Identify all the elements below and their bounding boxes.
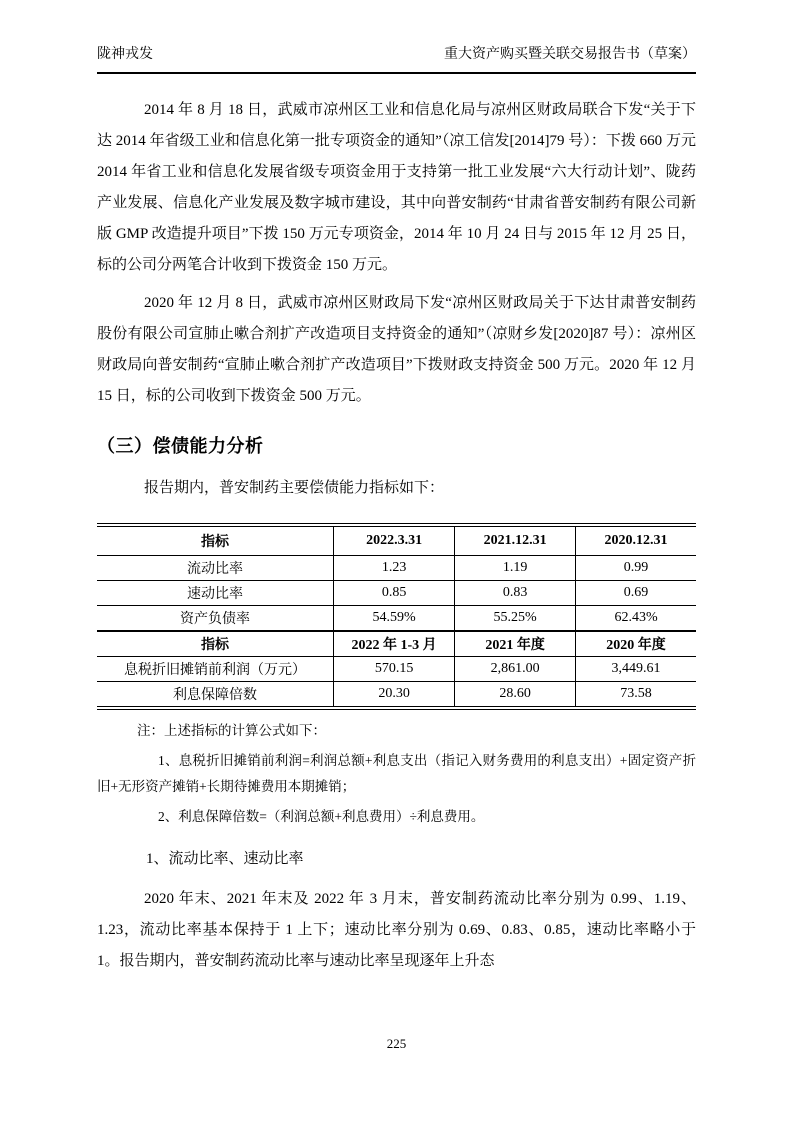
cell-value: 55.25%: [455, 606, 576, 632]
header-cell-indicator: 指标: [97, 525, 334, 556]
cell-metric-name: 资产负债率: [97, 606, 334, 632]
paragraph-ratio-analysis: 2020 年末、2021 年末及 2022 年 3 月末，普安制药流动比率分别为 0.99、1.19、1.23，流动比率基本保持于 1 上下；速动比率分别为 0.69、0.83、0.85，速动比率略小于 1。报告期内，普安制药流动比率与速动比率呈现逐年上升态: [97, 891, 696, 969]
paragraph-2014-subsidy: 2014 年 8 月 18 日，武威市凉州区工业和信息化局与凉州区财政局联合下发“关于下达 2014 年省级工业和信息化第一批专项资金的通知”（凉工信发[2014]79 号）：下拨 660 万元 2014 年省工业和信息化发展省级专项资金用于支持第一批工业发展“六大行动计划”、陇药产业发展、信息化产业发展及数字城市建设，其中向普安制药“甘肃省普安制药有限公司新版 GMP 改造提升项目”下拨 150 万元专项资金，2014 年 10 月 24 日与 2015 年 12 月 25 日，标的公司分两笔合计收到下拨资金 150 万元。: [97, 102, 696, 273]
cell-value: 62.43%: [576, 606, 696, 632]
table-row-interest-coverage: [97, 682, 696, 709]
header-cell-period-2021: 2021 年度: [455, 631, 576, 657]
cell-value: 0.99: [576, 556, 696, 581]
page-number: 225: [386, 1036, 407, 1051]
cell-metric-name: 流动比率: [97, 556, 334, 581]
subsection-heading-ratios: 1、流动比率、速动比率: [146, 851, 304, 867]
cell-value: 1.19: [455, 556, 576, 581]
table-header-row-balance-dates: [97, 525, 696, 556]
cell-value: 0.83: [455, 581, 576, 606]
cell-value: 0.69: [576, 581, 696, 606]
note-2-interest-coverage-formula: 2、利息保障倍数=（利润总额+利息费用）÷利息费用。: [158, 809, 485, 824]
page-header: [97, 46, 696, 74]
paragraph-2020-subsidy: 2020 年 12 月 8 日，武威市凉州区财政局下发“凉州区财政局关于下达甘肃普安制药股份有限公司宣肺止嗽合剂扩产改造项目支持资金的通知”（凉财乡发[2020]87 号）：凉州区财政局向普安制药“宣肺止嗽合剂扩产改造项目”下拨财政支持资金 500 万元。2020 年 12 月 15 日，标的公司收到下拨资金 500 万元。: [97, 295, 696, 404]
header-cell-date-2022: 2022.3.31: [334, 525, 455, 556]
cell-metric-name: 息税折旧摊销前利润（万元）: [97, 657, 334, 682]
note-1-ebitda-formula: 1、息税折旧摊销前利润=利润总额+利息支出（指记入财务费用的利息支出）+固定资产折旧+无形资产摊销+长期待摊费用本期摊销；: [97, 753, 696, 794]
table-row-ebitda: [97, 657, 696, 682]
table-row-current-ratio: [97, 556, 696, 581]
section-heading-solvency-analysis: （三）偿债能力分析: [97, 436, 264, 456]
table-notes: [97, 718, 696, 830]
header-cell-indicator: 指标: [97, 631, 334, 657]
cell-metric-name: 速动比率: [97, 581, 334, 606]
cell-value: 54.59%: [334, 606, 455, 632]
cell-value: 1.23: [334, 556, 455, 581]
table-intro-text: 报告期内，普安制药主要偿债能力指标如下：: [144, 480, 445, 496]
header-cell-date-2021: 2021.12.31: [455, 525, 576, 556]
table-row-debt-to-asset-ratio: [97, 606, 696, 632]
header-cell-date-2020: 2020.12.31: [576, 525, 696, 556]
header-cell-period-2022: 2022 年 1-3 月: [334, 631, 455, 657]
header-cell-period-2020: 2020 年度: [576, 631, 696, 657]
cell-value: 570.15: [334, 657, 455, 682]
cell-value: 73.58: [576, 682, 696, 709]
page-footer: [0, 1036, 793, 1052]
cell-value: 2,861.00: [455, 657, 576, 682]
table-header-row-periods: [97, 631, 696, 657]
solvency-metrics-table: [97, 523, 696, 710]
cell-value: 3,449.61: [576, 657, 696, 682]
cell-value: 0.85: [334, 581, 455, 606]
header-report-title: 重大资产购买暨关联交易报告书（草案）: [444, 47, 696, 62]
note-intro: 注：上述指标的计算公式如下：: [137, 723, 326, 738]
table-row-quick-ratio: [97, 581, 696, 606]
cell-metric-name: 利息保障倍数: [97, 682, 334, 709]
cell-value: 20.30: [334, 682, 455, 709]
header-company-name: 陇神戎发: [97, 47, 153, 62]
cell-value: 28.60: [455, 682, 576, 709]
document-body: [97, 95, 696, 977]
